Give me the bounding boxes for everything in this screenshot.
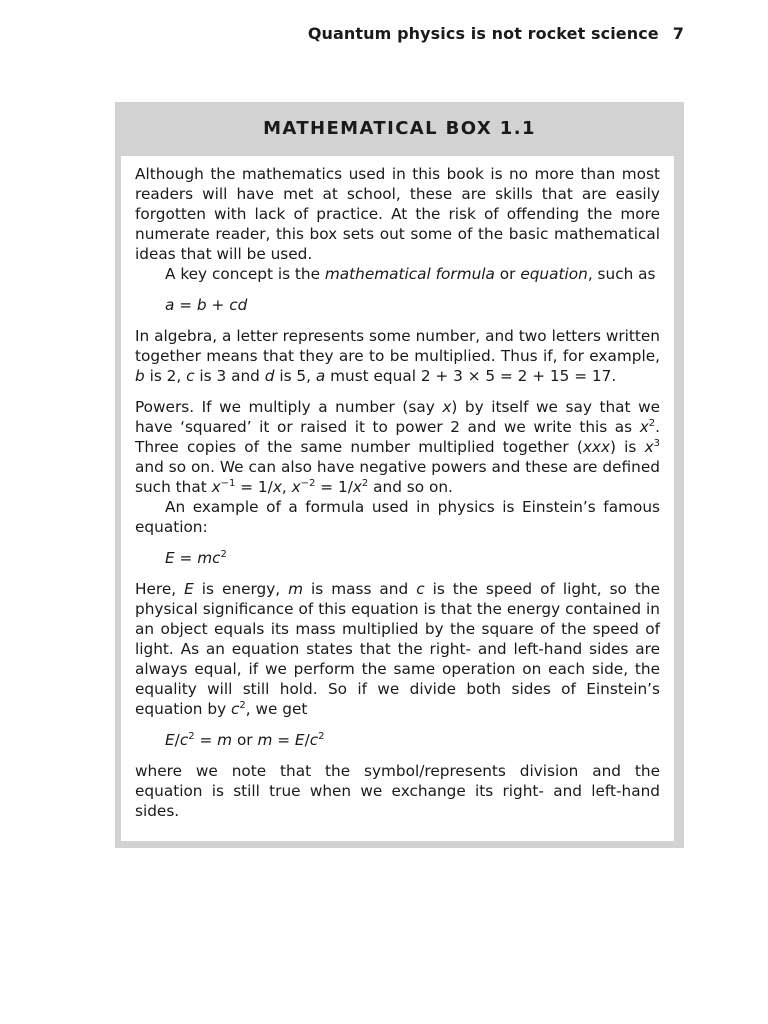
paragraph-key-concept: A key concept is the mathematical formula or equation, such as [165,265,656,283]
running-head-title: Quantum physics is not rocket science [307,24,659,43]
paragraph-powers: Powers. If we multiply a number (say x) by itself we say that we have ‘squared’ it or raised it to power 2 and we write this as $x^2$. Three copies of the same number multiplied together (xxx) is $x^3$ and so on. We can also have negative powers and these are defined such that $x^{-1} = 1/x$, $x^{-2} = 1/x^2$ and so on. [135,398,660,496]
running-head [308,24,684,43]
box-body [121,156,674,841]
paragraph-intro: Although the mathematics used in this book is no more than most readers will have met at school, these are skills that are easily forgotten with lack of practice. At the risk of offending the more numerate reader, this box sets out some of the basic mathematical ideas that will be used. [135,165,660,263]
paragraph-significance: Here, E is energy, m is mass and c is the speed of light, so the physical significance of this equation is that the energy contained in an object equals its mass multiplied by the square of the speed of light. As an equation states that the right- and left-hand sides are always equal, if we perform the same operation on each side, the equality will still hold. So if we divide both sides of Einstein’s equation by $c^2$, we get [135,580,660,718]
equation-division: $E/c^2 = m$ or $m = E/c^2$ [165,730,325,749]
mathematical-box [115,102,684,848]
paragraph-conclusion: where we note that the symbol/represents division and the equation is still true when we exchange its right- and left-hand sides. [135,762,660,820]
paragraph-algebra: In algebra, a letter represents some number, and two letters written together means that they are to be multiplied. Thus if, for example, b is 2, c is 3 and d is 5, a must equal 2 + 3 × 5 = 2 + 15 = 17. [135,327,660,385]
page-number: 7 [672,24,684,43]
equation-abcd: a = b + cd [165,296,248,314]
box-title: MATHEMATICAL BOX 1.1 [263,118,536,139]
equation-emc2: $E = mc^2$ [165,548,227,567]
paragraph-einstein: An example of a formula used in physics is Einstein’s famous equation: [135,498,660,536]
